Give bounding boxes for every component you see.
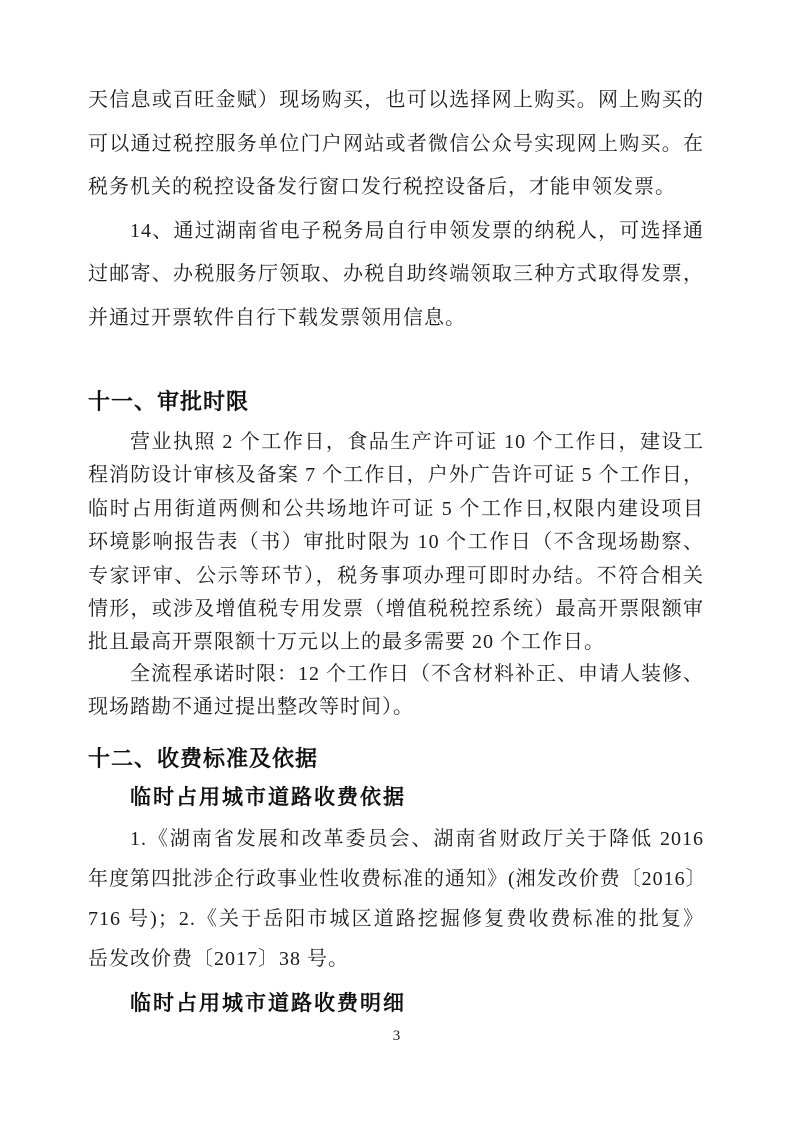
approval-time-paragraph <box>88 426 704 660</box>
paragraph-line: 14、通过湖南省电子税务局自行申领发票的纳税人，可选择通 <box>130 219 704 242</box>
paragraph-line: 税务机关的税控设备发行窗口发行税控设备后，才能申领发票。 <box>88 176 676 198</box>
paragraph-line: 天信息或百旺金赋）现场购买，也可以选择网上购买。网上购买的 <box>88 89 704 111</box>
page-number: 3 <box>392 1028 401 1044</box>
paragraph-line: 临时占用街道两侧和公共场地许可证 5 个工作日,权限内建设项目 <box>88 497 704 520</box>
subheading-road-fee-detail: 临时占用城市道路收费明细 <box>130 992 406 1015</box>
paragraph-line: 716 号)；2.《关于岳阳市城区道路挖掘修复费收费标准的批复》 <box>88 908 704 930</box>
paragraph-line: 1.《湖南省发展和改革委员会、湖南省财政厅关于降低 2016 <box>130 828 704 850</box>
paragraph-line: 年度第四批涉企行政事业性收费标准的通知》(湘发改价费〔2016〕 <box>88 868 707 890</box>
paragraph-line: 情形，或涉及增值税专用发票（增值税税控系统）最高开票限额审 <box>88 598 704 621</box>
paragraph-line: 全流程承诺时限：12 个工作日（不含材料补正、申请人装修、 <box>130 663 704 685</box>
subheading-road-fee-basis: 临时占用城市道路收费依据 <box>130 786 406 809</box>
paragraph-line: 程消防设计审核及备案 7 个工作日，户外广告许可证 5 个工作日， <box>88 464 704 487</box>
fee-basis-paragraph <box>88 819 707 979</box>
paragraph-line: 可以通过税控服务单位门户网站或者微信公众号实现网上购买。在 <box>88 132 704 155</box>
section-heading-fee-standards: 十二、收费标准及依据 <box>88 746 319 771</box>
paragraph-line: 营业执照 2 个工作日，食品生产许可证 10 个工作日，建设工 <box>130 431 704 453</box>
paragraph-line: 岳发改价费〔2017〕38 号。 <box>88 948 349 970</box>
paragraph-line: 并通过开票软件自行下载发票领用信息。 <box>88 306 466 329</box>
paragraph-line: 专家评审、公示等环节），税务事项办理可即时办结。不符合相关 <box>88 564 704 587</box>
section-heading-approval-time: 十一、审批时限 <box>88 389 250 414</box>
paragraph-line: 过邮寄、办税服务厅领取、办税自助终端领取三种方式取得发票， <box>88 263 704 285</box>
paragraph-line: 环境影响报告表（书）审批时限为 10 个工作日（不含现场勘察、 <box>88 531 704 554</box>
intro-paragraph <box>88 79 704 340</box>
paragraph-line: 现场踏勘不通过提出整改等时间）。 <box>88 696 414 719</box>
paragraph-line: 批且最高开票限额十万元以上的最多需要 20 个工作日。 <box>88 631 605 654</box>
promise-time-paragraph <box>88 658 704 725</box>
